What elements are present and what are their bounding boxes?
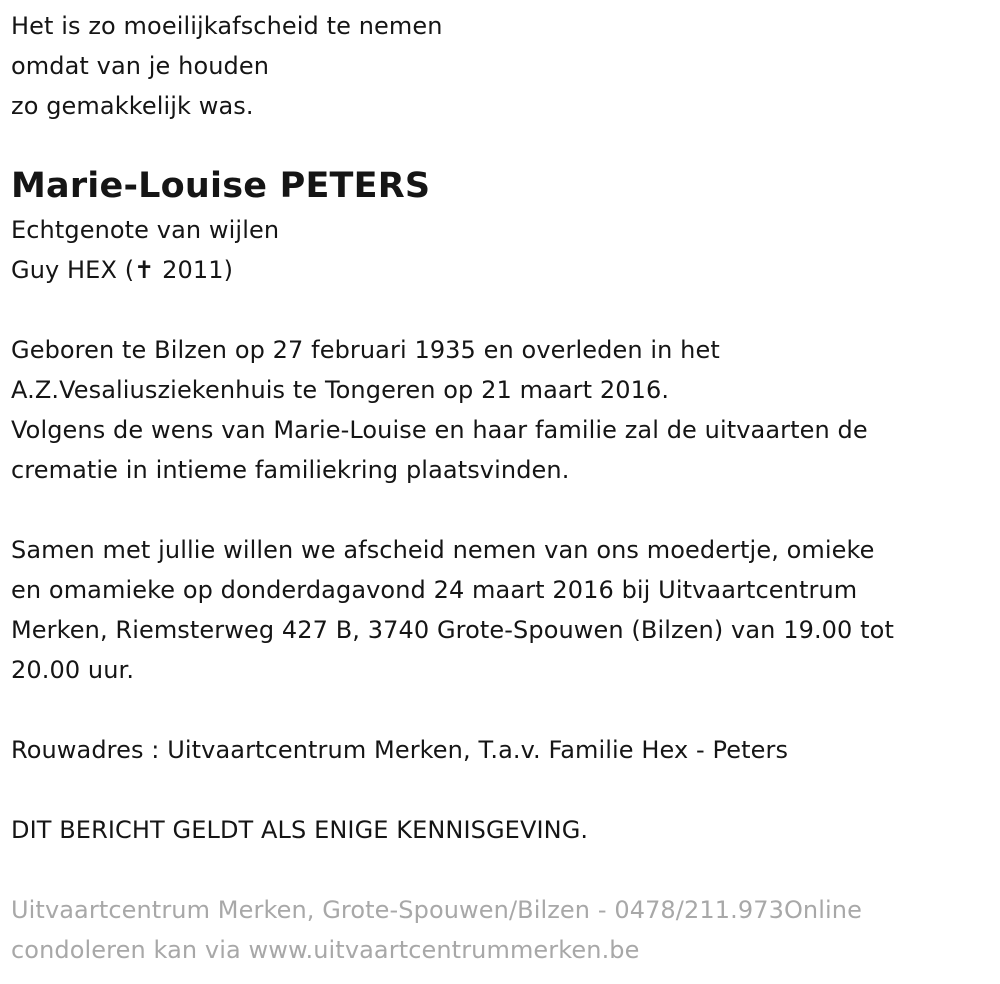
poem-line: Het is zo moeilijkafscheid te nemen	[11, 12, 443, 40]
poem-line: zo gemakkelijk was.	[11, 92, 254, 120]
announcement-line: A.Z.Vesaliusziekenhuis te Tongeren op 21 maart 2016.	[11, 376, 670, 404]
farewell-paragraph	[11, 530, 986, 690]
spacer	[11, 770, 986, 810]
spacer	[11, 290, 986, 330]
poem-line: omdat van je houden	[11, 52, 270, 80]
deceased-name: Marie-Louise PETERS	[11, 166, 431, 206]
footer-line: condoleren kan via www.uitvaartcentrummerken.be	[11, 936, 640, 964]
farewell-line: 20.00 uur.	[11, 656, 135, 684]
mourning-address: Rouwadres : Uitvaartcentrum Merken, T.a.v. Familie Hex - Peters	[11, 736, 789, 764]
footer	[11, 890, 986, 970]
farewell-line: Merken, Riemsterweg 427 B, 3740 Grote-Spouwen (Bilzen) van 19.00 tot	[11, 616, 894, 644]
farewell-line: en omamieke op donderdagavond 24 maart 2016 bij Uitvaartcentrum	[11, 576, 858, 604]
relation-text: Echtgenote van wijlen	[11, 216, 280, 244]
announcement-paragraph	[11, 330, 986, 490]
announcement-line: Volgens de wens van Marie-Louise en haar familie zal de uitvaarten de	[11, 416, 868, 444]
announcement-line: Geboren te Bilzen op 27 februari 1935 en overleden in het	[11, 336, 720, 364]
death-notice	[11, 6, 986, 970]
spouse-text: Guy HEX (✝ 2011)	[11, 256, 234, 284]
notice-text: DIT BERICHT GELDT ALS ENIGE KENNISGEVING.	[11, 816, 589, 844]
spacer	[11, 490, 986, 530]
spacer	[11, 850, 986, 890]
spacer	[11, 690, 986, 730]
footer-line: Uitvaartcentrum Merken, Grote-Spouwen/Bilzen - 0478/211.973Online	[11, 896, 862, 924]
farewell-line: Samen met jullie willen we afscheid nemen van ons moedertje, omieke	[11, 536, 875, 564]
announcement-line: crematie in intieme familiekring plaatsvinden.	[11, 456, 570, 484]
poem	[11, 6, 986, 126]
